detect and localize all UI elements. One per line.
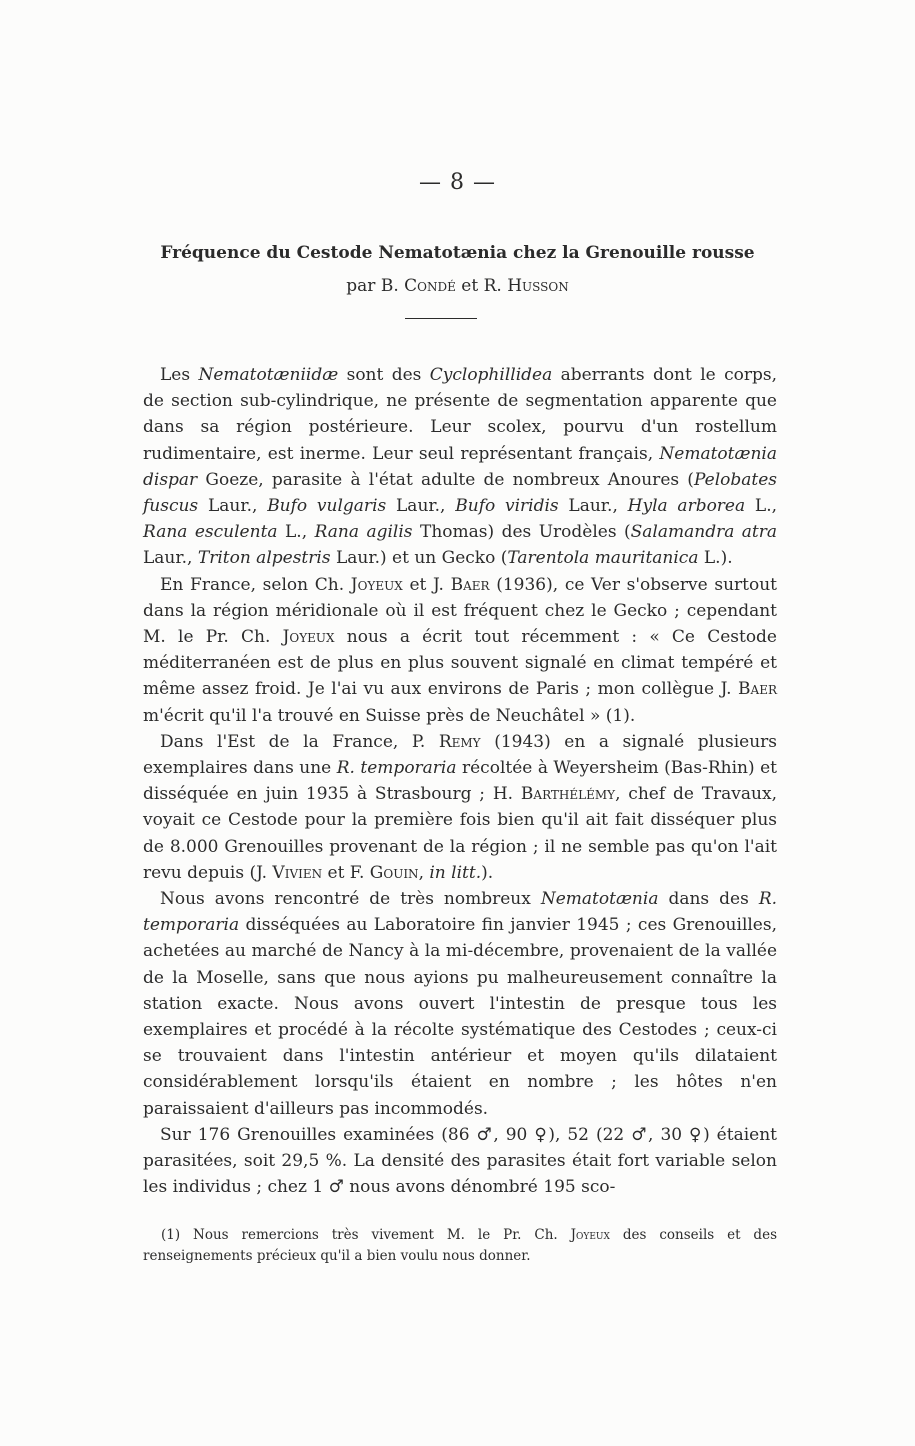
p3-author-2: Barthélémy [520, 784, 616, 805]
p1-text-1: Les [160, 365, 191, 385]
byline [100, 276, 815, 296]
p3-text-7: ). [481, 862, 494, 883]
article-title: Fréquence du Cestode Nematotænia chez la Grenouille rousse [160, 243, 755, 263]
p3-taxon-1: R. temporaria [336, 758, 457, 779]
byline-conjunction: et R. [461, 276, 502, 296]
author-husson: Husson [507, 276, 569, 296]
p1-text-3: aberrants dont le corps, de section sub-cylindrique, ne présente de segmentation apparente que dans sa région postérieure. Leur scolex, pourvu d'un rostellum rudimentaire, est inerme. Leur seul représentant français, [143, 365, 777, 464]
p2-text-4: nous a écrit tout récemment : « Ce Cestode méditerranéen est de plus en plus souvent signalé en climat tempéré et même assez froid. Je l'ai vu aux environs de Paris ; mon collègue J. [143, 627, 777, 700]
p1-taxon-7: Hyla arborea [627, 496, 746, 517]
footnote-text-2: des conseils et des renseignements précieux qu'il a bien voulu nous donner. [143, 1227, 777, 1264]
p3-author-3: Vivien [272, 862, 323, 883]
p1-text-9: L., [285, 522, 308, 543]
p1-text-13: L.). [703, 548, 733, 569]
article-body [143, 362, 777, 1201]
p2-text-3: (1936), ce Ver s'observe surtout dans la région méridionale où il est fréquent chez le Gecko ; cependant M. le Pr. Ch. [143, 574, 778, 648]
byline-prefix: par B. [346, 276, 399, 296]
p1-text-7: Laur., [568, 496, 618, 517]
p4-taxon-2: R. temporaria [143, 889, 778, 936]
p2-text-5: m'écrit qu'il l'a trouvé en Suisse près de Neuchâtel » (1). [143, 705, 636, 726]
p2-text-1: En France, selon Ch. [160, 574, 345, 595]
title-divider [405, 318, 477, 319]
p3-text-1: Dans l'Est de la France, P. [160, 731, 426, 752]
footnote-author: Joyeux [570, 1227, 610, 1243]
p4-taxon-1: Nematotænia [540, 889, 659, 910]
p4-text-3: disséquées au Laboratoire fin janvier 1945 ; ces Grenouilles, achetées au marché de Nancy à la mi-décembre, provenaient de la vallée de la Moselle, sans que nous ayions pu malheureusement connaître la station exacte. Nous avons ouvert l'intestin de presque tous les exemplaires et procédé à la récolte systématique des Cestodes ; ceux-ci se trouvaient dans l'intestin antérieur et moyen qu'ils dilataient considérablement lorsqu'ils étaient en nombre ; les hôtes n'en paraissaient d'ailleurs pas incommodés. [143, 915, 778, 1119]
p2-author-4: Baer [738, 679, 778, 700]
page-number: — 8 — [419, 170, 496, 195]
p4-text-2: dans des [668, 889, 749, 910]
p1-taxon-8: Rana esculenta [143, 522, 278, 543]
p3-text-2: (1943) en a signalé plusieurs exemplaires dans une [143, 731, 778, 779]
p1-taxon-6: Bufo viridis [455, 496, 559, 517]
p2-author-3: Joyeux [282, 627, 335, 648]
p1-text-6: Laur., [396, 496, 446, 517]
p1-taxon-5: Bufo vulgaris [267, 496, 387, 517]
footnote [143, 1225, 777, 1267]
p2-author-1: Joyeux [350, 574, 403, 595]
p1-text-5: Laur., [207, 496, 258, 517]
p1-text-2: sont des [346, 365, 422, 385]
p1-text-11: Laur., [143, 548, 193, 569]
p1-taxon-1: Nematotæniidæ [198, 365, 339, 385]
p1-taxon-12: Tarentola mauritanica [507, 548, 699, 569]
p1-taxon-3: Nematotænia dispar [143, 443, 777, 490]
p3-in-litt: in litt. [429, 862, 482, 883]
p3-author-1: Remy [438, 731, 481, 752]
p2-author-2: Baer [450, 574, 490, 595]
paragraph-2 [143, 572, 777, 729]
p1-text-10: Thomas) des Urodèles ( [419, 522, 631, 543]
p3-author-4: Gouin [369, 862, 419, 883]
p5-text-1: Sur 176 Grenouilles examinées (86 ♂, 90 ♀), 52 (22 ♂, 30 ♀) étaient parasitées, soit 29,5 %. La densité des parasites était fort variable selon les individus ; chez 1 ♂ nous avons dénombré 195 sco- [143, 1124, 777, 1198]
p4-text-1: Nous avons rencontré de très nombreux [160, 889, 531, 910]
author-conde: Condé [404, 276, 456, 296]
paragraph-5 [143, 1122, 777, 1201]
p1-taxon-10: Salamandra atra [630, 522, 778, 543]
p2-text-2: et J. [409, 574, 444, 595]
p1-text-12: Laur.) et un Gecko ( [335, 548, 508, 569]
p1-taxon-4: Pelobates fuscus [143, 469, 777, 517]
paragraph-1 [143, 362, 777, 572]
p1-taxon-2: Cyclophillidea [429, 365, 553, 385]
p3-text-5: et F. [327, 862, 365, 883]
p1-taxon-9: Rana agilis [314, 522, 413, 543]
p1-text-8: L., [754, 496, 778, 517]
paragraph-3 [143, 729, 777, 886]
p3-text-4: , chef de Travaux, voyait ce Cestode pour la première fois bien qu'il ait fait disséquer plus de 8.000 Grenouilles provenant de la région ; il ne semble pas qu'on l'ait revu depuis (J. [143, 784, 777, 883]
p3-text-3: récoltée à Weyersheim (Bas-Rhin) et disséquée en juin 1935 à Strasbourg ; H. [143, 758, 778, 805]
p1-text-4: Goeze, parasite à l'état adulte de nombreux Anoures ( [205, 469, 694, 490]
p1-taxon-11: Triton alpestris [197, 548, 331, 569]
footnote-text-1: (1) Nous remercions très vivement M. le Pr. Ch. [161, 1227, 558, 1243]
p3-text-6: , [418, 862, 424, 883]
paragraph-4 [143, 886, 777, 1122]
